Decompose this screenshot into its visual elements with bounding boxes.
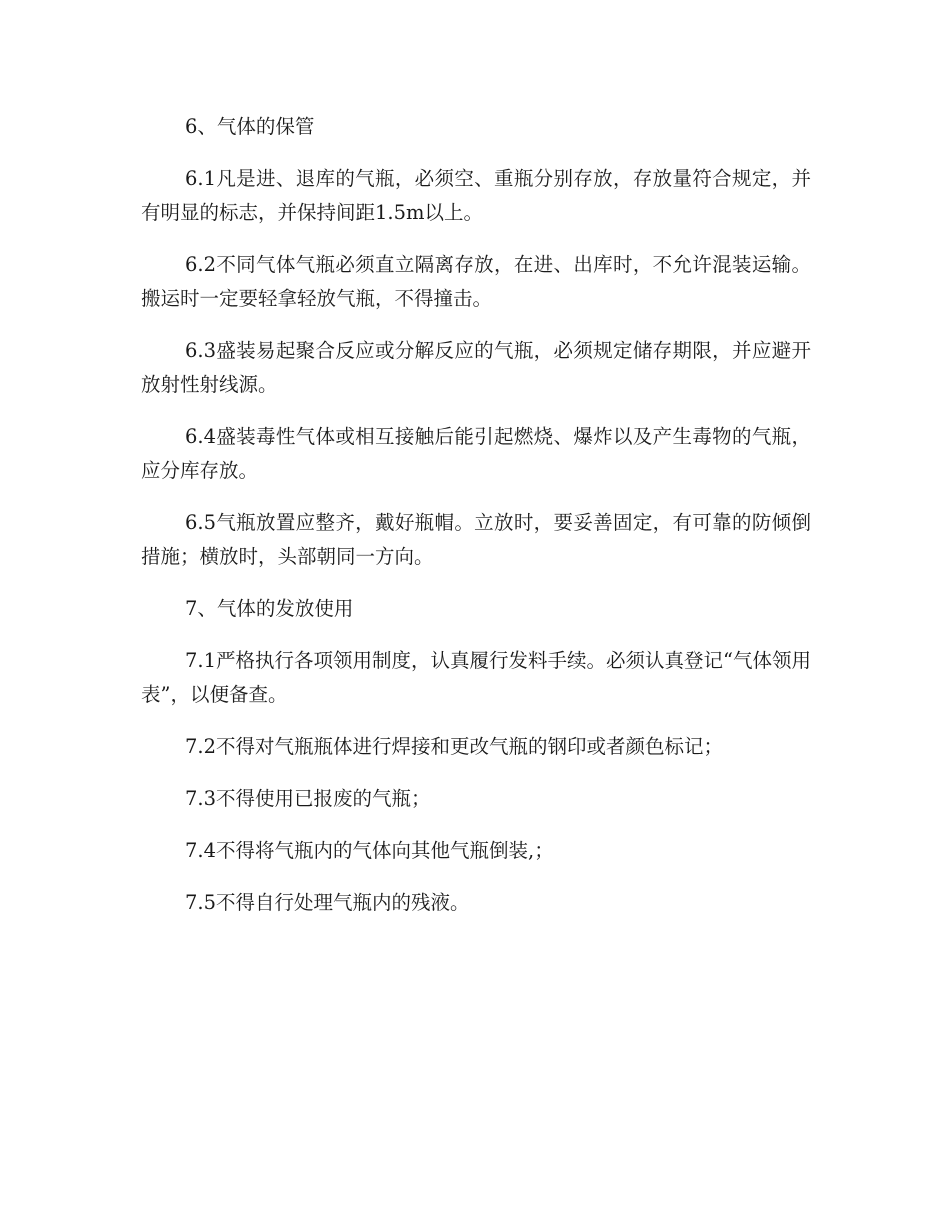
section-heading-storage: 6、气体的保管 [185,115,315,138]
paragraph-6-3: 6.3盛装易起聚合反应或分解反应的气瓶，必须规定储存期限，并应避开放射性射线源。 [141,339,811,396]
document-body [141,110,811,938]
paragraph-6-5: 6.5气瓶放置应整齐，戴好瓶帽。立放时，要妥善固定，有可靠的防倾倒措施；横放时，头部朝同一方向。 [141,511,811,568]
section-heading-usage: 7、气体的发放使用 [185,597,354,620]
paragraph-7-3: 7.3不得使用已报废的气瓶； [185,787,431,810]
paragraph-7-2: 7.2不得对气瓶瓶体进行焊接和更改气瓶的钢印或者颜色标记； [185,735,724,758]
paragraph-7-5: 7.5不得自行处理气瓶内的残液。 [185,891,470,914]
paragraph-6-4: 6.4盛装毒性气体或相互接触后能引起燃烧、爆炸以及产生毒物的气瓶，应分库存放。 [141,425,811,482]
paragraph-7-1: 7.1严格执行各项领用制度，认真履行发料手续。必须认真登记“气体领用表”，以便备查。 [141,649,811,706]
paragraph-6-2: 6.2不同气体气瓶必须直立隔离存放，在进、出库时，不允许混装运输。搬运时一定要轻拿轻放气瓶，不得撞击。 [141,253,811,310]
paragraph-6-1: 6.1凡是进、退库的气瓶，必须空、重瓶分别存放，存放量符合规定，并有明显的标志，并保持间距1.5m以上。 [141,167,811,224]
paragraph-7-4: 7.4不得将气瓶内的气体向其他气瓶倒装,； [185,839,554,862]
